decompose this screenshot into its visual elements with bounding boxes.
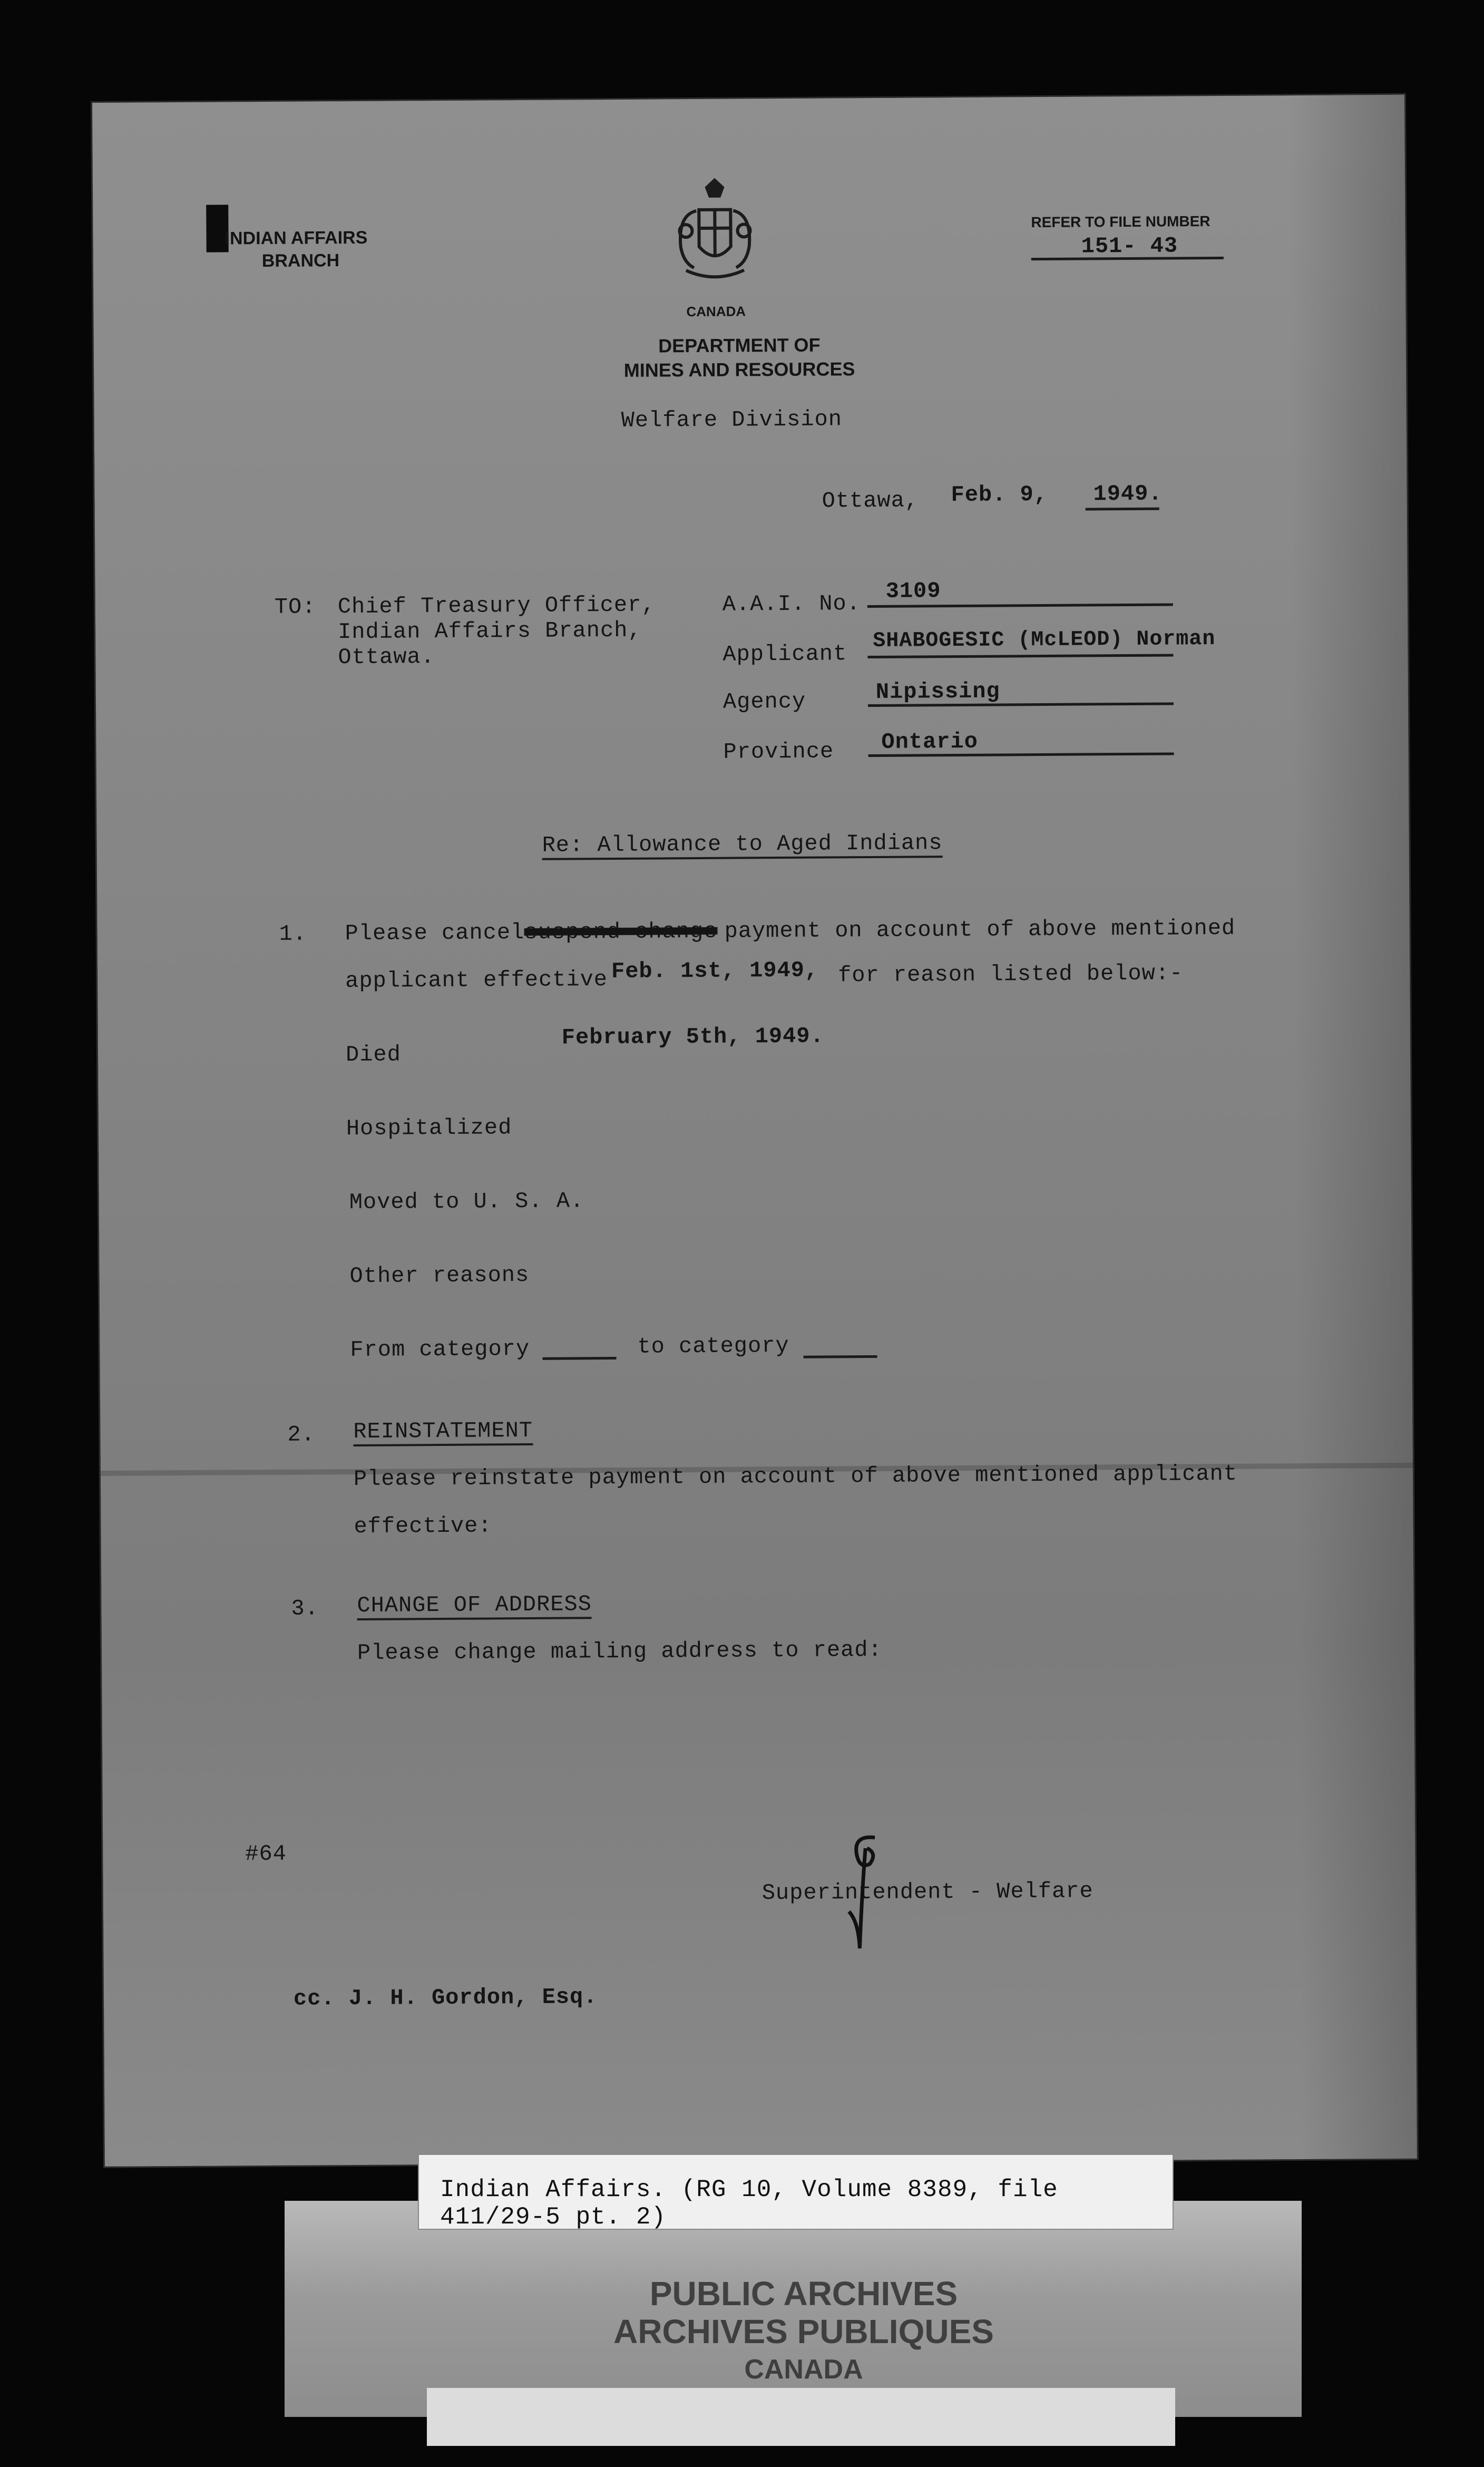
section1-struck-text: suspend change bbox=[524, 918, 718, 946]
recipient-line3: Ottawa. bbox=[338, 644, 435, 671]
aai-no-line bbox=[867, 603, 1173, 608]
section1-line2-end: for reason listed below:- bbox=[837, 960, 1184, 988]
aai-no-value: 3109 bbox=[885, 578, 941, 604]
section1-line2-start: applicant effective bbox=[345, 967, 608, 994]
section1-text-after: payment on account of above mentioned bbox=[724, 915, 1236, 944]
section2-number: 2. bbox=[287, 1422, 316, 1448]
stamp-line1: PUBLIC ARCHIVES bbox=[649, 2275, 958, 2313]
to-category-label: to category bbox=[637, 1333, 789, 1359]
coat-of-arms-icon bbox=[665, 178, 765, 289]
reference-number: #64 bbox=[245, 1841, 287, 1867]
department-line2: MINES AND RESOURCES bbox=[623, 358, 855, 381]
section3-heading: CHANGE OF ADDRESS bbox=[357, 1591, 592, 1620]
date-month-day: Feb. 9, bbox=[951, 481, 1048, 508]
archive-citation-label bbox=[419, 2155, 1173, 2229]
to-category-blank bbox=[804, 1355, 877, 1358]
aai-no-label: A.A.I. No. bbox=[722, 591, 861, 617]
agency-label: Agency bbox=[723, 688, 806, 715]
paper-shadow-edge bbox=[1288, 95, 1417, 2159]
date-city: Ottawa, bbox=[822, 488, 919, 514]
section3-number: 3. bbox=[291, 1596, 319, 1621]
subject-line: Re: Allowance to Aged Indians bbox=[542, 830, 942, 860]
section1-number: 1. bbox=[279, 921, 307, 947]
to-label: TO: bbox=[274, 594, 316, 620]
died-date: February 5th, 1949. bbox=[561, 1023, 824, 1051]
stamp-line3: CANADA bbox=[744, 2354, 863, 2385]
agency-value: Nipissing bbox=[875, 678, 1000, 705]
handwritten-signature-icon bbox=[838, 1832, 886, 1954]
cc-line: cc. J. H. Gordon, Esq. bbox=[293, 1984, 598, 2012]
document-sheet bbox=[92, 95, 1417, 2167]
from-category-blank bbox=[543, 1357, 617, 1360]
stamp-line2: ARCHIVES PUBLIQUES bbox=[613, 2313, 994, 2351]
effective-date: Feb. 1st, 1949, bbox=[611, 957, 819, 985]
archive-citation-text: Indian Affairs. (RG 10, Volume 8389, file 411/29-5 pt. 2) bbox=[440, 2176, 1058, 2231]
date-year: 1949. bbox=[1093, 481, 1163, 507]
from-category-label: From category bbox=[350, 1336, 530, 1363]
reason-died: Died bbox=[345, 1042, 402, 1068]
reason-other: Other reasons bbox=[349, 1262, 530, 1289]
province-value: Ontario bbox=[881, 729, 979, 755]
section2-line1: Please reinstate payment on account of above mentioned applicant bbox=[353, 1461, 1238, 1492]
applicant-label: Applicant bbox=[723, 641, 847, 667]
date-year-underline bbox=[1086, 508, 1159, 511]
file-number: 151- 43 bbox=[1081, 233, 1178, 259]
branch-line1: INDIAN AFFAIRS bbox=[224, 227, 368, 249]
section2-line2: effective: bbox=[354, 1513, 492, 1540]
section1-text-before: Please cancel bbox=[345, 920, 525, 947]
branch-line2: BRANCH bbox=[261, 250, 340, 271]
division-title: Welfare Division bbox=[621, 406, 843, 433]
archive-bottom-tab bbox=[427, 2388, 1175, 2446]
province-label: Province bbox=[723, 739, 834, 765]
department-line1: DEPARTMENT OF bbox=[658, 334, 821, 357]
signature-title: Superintendent - Welfare bbox=[761, 1878, 1094, 1906]
section3-line1: Please change mailing address to read: bbox=[357, 1637, 882, 1666]
refer-to-file-label: REFER TO FILE NUMBER bbox=[1031, 213, 1210, 231]
applicant-value: SHABOGESIC (McLEOD) Norman bbox=[873, 627, 1216, 653]
reason-hospitalized: Hospitalized bbox=[346, 1115, 512, 1142]
reason-moved: Moved to U. S. A. bbox=[349, 1188, 584, 1216]
applicant-line bbox=[867, 654, 1173, 658]
recipient-line2: Indian Affairs Branch, bbox=[337, 617, 642, 645]
recipient-line1: Chief Treasury Officer, bbox=[337, 592, 656, 620]
country-label: CANADA bbox=[686, 303, 746, 320]
section2-heading: REINSTATEMENT bbox=[353, 1418, 533, 1446]
file-number-underline bbox=[1031, 257, 1224, 260]
